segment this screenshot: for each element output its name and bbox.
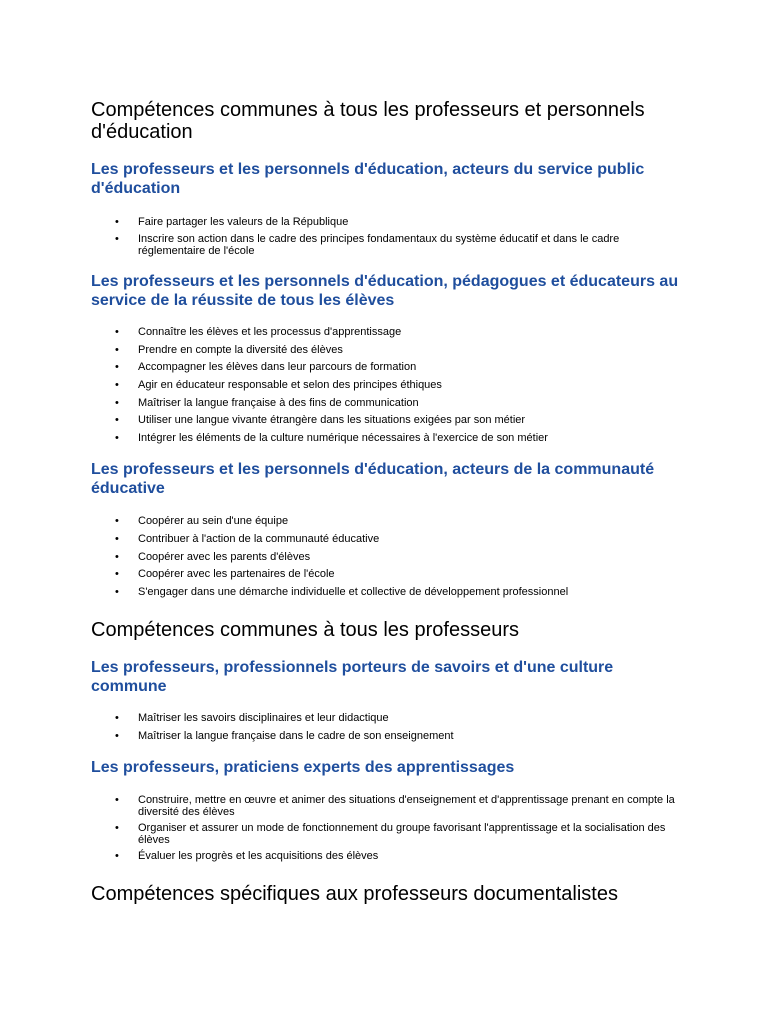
bullet-icon: • — [115, 414, 119, 427]
list-item — [91, 568, 681, 580]
bullet-list — [91, 515, 681, 598]
bullet-icon: • — [115, 711, 119, 724]
list-item-text: Coopérer avec les partenaires de l'école — [138, 568, 335, 581]
list-item-text: Agir en éducateur responsable et selon des principes éthiques — [138, 379, 442, 392]
list-item — [91, 432, 681, 444]
bullet-icon: • — [115, 821, 119, 834]
bullet-list — [91, 326, 681, 444]
list-item-text: Évaluer les progrès et les acquisitions des élèves — [138, 849, 379, 862]
list-item-text: Faire partager les valeurs de la République — [138, 216, 349, 228]
bullet-list — [91, 794, 681, 862]
bullet-list — [91, 216, 681, 257]
list-item — [91, 794, 681, 818]
list-item-text: Intégrer les éléments de la culture numérique nécessaires à l'exercice de son métier — [138, 432, 548, 445]
list-item — [91, 586, 681, 598]
subsection-title: Les professeurs et les personnels d'éducation, pédagogues et éducateurs au service de la réussite de tous les élèves — [91, 273, 679, 309]
list-item — [91, 361, 681, 373]
list-item — [91, 326, 681, 338]
list-item — [91, 414, 681, 426]
document-page — [91, 99, 681, 905]
list-item-text: Maîtriser la langue française dans le cadre de son enseignement — [138, 729, 454, 742]
list-item-text: Organiser et assurer un mode de fonctionnement du groupe favorisant l'apprentissage et la socialisation des élèves — [138, 821, 666, 846]
list-item — [91, 233, 681, 257]
section-title: Compétences spécifiques aux professeurs documentalistes — [91, 882, 618, 905]
list-item-text: Contribuer à l'action de la communauté éducative — [138, 532, 380, 545]
bullet-icon: • — [115, 379, 119, 392]
subsection-title: Les professeurs, praticiens experts des apprentissages — [91, 758, 515, 776]
bullet-icon: • — [115, 849, 119, 862]
list-item — [91, 344, 681, 356]
list-item-text: Utiliser une langue vivante étrangère dans les situations exigées par son métier — [138, 414, 526, 427]
bullet-icon: • — [115, 326, 119, 338]
list-item-text: S'engager dans une démarche individuelle et collective de développement professionnel — [138, 585, 569, 598]
list-item — [91, 730, 681, 742]
list-item — [91, 515, 681, 527]
list-item — [91, 850, 681, 862]
list-item-text: Accompagner les élèves dans leur parcours de formation — [138, 361, 417, 374]
bullet-icon: • — [115, 532, 119, 545]
list-item-text: Coopérer au sein d'une équipe — [138, 515, 289, 528]
list-item — [91, 822, 681, 846]
list-item-text: Prendre en compte la diversité des élèves — [138, 343, 343, 356]
bullet-list — [91, 712, 681, 742]
list-item-text: Construire, mettre en œuvre et animer des situations d'enseignement et d'apprentissage prenant en compte la diversité des élèves — [138, 793, 675, 818]
subsection-title: Les professeurs, professionnels porteurs de savoirs et d'une culture commune — [91, 658, 614, 695]
bullet-icon: • — [115, 515, 119, 528]
list-item-text: Coopérer avec les parents d'élèves — [138, 550, 311, 563]
list-item — [91, 712, 681, 724]
list-item — [91, 551, 681, 563]
bullet-icon: • — [115, 550, 119, 563]
list-item — [91, 397, 681, 409]
bullet-icon: • — [115, 361, 119, 374]
bullet-icon: • — [115, 233, 119, 245]
bullet-icon: • — [115, 729, 119, 742]
bullet-icon: • — [115, 568, 119, 581]
section-title: Compétences communes à tous les professeurs — [91, 618, 519, 641]
list-item-text: Inscrire son action dans le cadre des principes fondamentaux du système éducatif et dans le cadre réglementaire de l'école — [138, 233, 620, 257]
bullet-icon: • — [115, 396, 119, 409]
list-item — [91, 379, 681, 391]
bullet-icon: • — [115, 432, 119, 445]
bullet-icon: • — [115, 793, 119, 806]
list-item — [91, 216, 681, 228]
list-item — [91, 533, 681, 545]
list-item-text: Maîtriser les savoirs disciplinaires et leur didactique — [138, 711, 389, 724]
list-item-text: Connaître les élèves et les processus d'apprentissage — [138, 326, 402, 338]
list-item-text: Maîtriser la langue française à des fins de communication — [138, 396, 419, 409]
bullet-icon: • — [115, 585, 119, 598]
subsection-title: Les professeurs et les personnels d'éducation, acteurs de la communauté éducative — [91, 461, 655, 498]
bullet-icon: • — [115, 216, 119, 228]
section-title: Compétences communes à tous les professeurs et personnels d'éducation — [91, 99, 645, 143]
bullet-icon: • — [115, 343, 119, 356]
subsection-title: Les professeurs et les personnels d'éducation, acteurs du service public d'éducation — [91, 161, 645, 197]
